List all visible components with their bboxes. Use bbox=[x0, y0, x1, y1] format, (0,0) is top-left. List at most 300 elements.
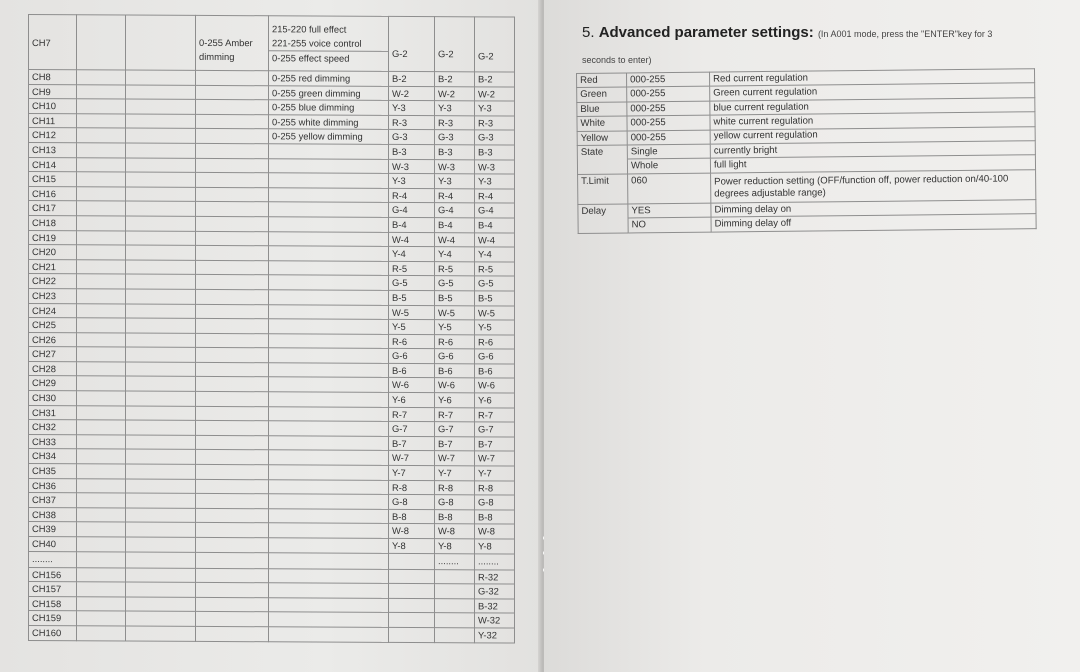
group-cell: R-7 bbox=[435, 407, 475, 422]
effect-line-3: 0-255 effect speed bbox=[269, 50, 388, 66]
empty-cell bbox=[196, 318, 269, 333]
group-cell: W-8 bbox=[389, 524, 435, 539]
empty-cell bbox=[126, 333, 196, 348]
empty-cell bbox=[77, 245, 126, 260]
empty-cell bbox=[126, 552, 196, 568]
empty-cell bbox=[77, 187, 126, 202]
group-cell: B-8 bbox=[475, 510, 515, 525]
empty-cell bbox=[196, 568, 269, 583]
group-cell: Y-4 bbox=[475, 247, 515, 262]
group-cell: G-3 bbox=[475, 130, 515, 145]
empty-cell bbox=[196, 391, 269, 406]
desc-cell: blue current regulation bbox=[710, 98, 1035, 116]
group-cell: G-8 bbox=[389, 495, 435, 510]
group-cell: W-32 bbox=[475, 613, 515, 628]
empty-cell bbox=[126, 611, 196, 626]
group-cell: B-5 bbox=[389, 290, 435, 305]
empty-cell bbox=[126, 245, 196, 260]
group-cell: B-4 bbox=[389, 217, 435, 232]
empty-cell bbox=[126, 376, 196, 391]
group-cell: Y-3 bbox=[435, 101, 475, 116]
desc-cell bbox=[269, 231, 389, 246]
desc-cell: Dimming delay off bbox=[711, 214, 1036, 232]
empty-cell bbox=[77, 201, 126, 216]
desc-cell bbox=[269, 627, 389, 642]
section-number: 5. bbox=[582, 24, 595, 41]
empty-cell bbox=[77, 449, 126, 464]
group-cell: Y-4 bbox=[435, 247, 475, 262]
empty-cell bbox=[196, 523, 269, 538]
ch-cell: CH19 bbox=[29, 230, 77, 245]
group-cell: B-2 bbox=[475, 72, 515, 87]
empty-cell bbox=[126, 464, 196, 479]
empty-cell bbox=[196, 597, 269, 612]
desc-cell: 0-255 yellow dimming bbox=[269, 129, 389, 144]
empty-cell bbox=[196, 552, 269, 568]
empty-cell bbox=[126, 289, 196, 304]
desc-cell: 0-255 white dimming bbox=[269, 115, 389, 130]
group-cell: Y-8 bbox=[475, 539, 515, 554]
desc-cell bbox=[269, 479, 389, 494]
empty-cell bbox=[196, 143, 269, 158]
group-cell: Y-6 bbox=[435, 393, 475, 408]
empty-cell bbox=[196, 435, 269, 450]
group-cell: B-3 bbox=[389, 144, 435, 159]
empty-cell bbox=[126, 537, 196, 552]
ch-cell: CH21 bbox=[29, 259, 77, 274]
group-cell: W-2 bbox=[389, 86, 435, 101]
desc-cell bbox=[269, 188, 389, 203]
group-cell: W-7 bbox=[435, 451, 475, 466]
empty-cell bbox=[196, 583, 269, 598]
group-cell: W-8 bbox=[475, 524, 515, 539]
empty-cell bbox=[196, 187, 269, 202]
ch-cell: CH11 bbox=[29, 113, 77, 128]
group-cell: G-32 bbox=[475, 584, 515, 599]
empty-cell bbox=[126, 231, 196, 246]
group-cell: G-4 bbox=[435, 203, 475, 218]
param-cell-empty bbox=[577, 159, 627, 174]
desc-cell: 0-255 blue dimming bbox=[269, 100, 389, 115]
ch-cell: CH26 bbox=[29, 332, 77, 347]
ch-cell: CH34 bbox=[29, 449, 77, 464]
group-cell: R-8 bbox=[435, 480, 475, 495]
empty-cell bbox=[196, 479, 269, 494]
empty-cell bbox=[196, 246, 269, 261]
empty-cell bbox=[126, 143, 196, 158]
empty-cell bbox=[77, 303, 126, 318]
value-cell: 060 bbox=[628, 173, 711, 204]
empty-cell bbox=[196, 304, 269, 319]
desc-cell bbox=[269, 568, 389, 583]
desc-cell bbox=[269, 450, 389, 465]
group-cell: Y-7 bbox=[475, 466, 515, 481]
empty-cell bbox=[196, 70, 269, 85]
empty-cell bbox=[196, 173, 269, 188]
desc-cell: 0-255 green dimming bbox=[269, 85, 389, 100]
desc-cell bbox=[269, 598, 389, 613]
group-cell: R-7 bbox=[475, 407, 515, 422]
empty-cell bbox=[126, 522, 196, 537]
group-cell: B-8 bbox=[389, 509, 435, 524]
group-cell: B-3 bbox=[435, 145, 475, 160]
empty-cell bbox=[77, 597, 126, 612]
ch-cell: CH38 bbox=[29, 507, 77, 522]
advanced-parameter-table bbox=[576, 68, 1037, 233]
empty-cell bbox=[77, 216, 126, 231]
ch-cell: CH157 bbox=[29, 582, 77, 597]
value-cell: 000-255 bbox=[627, 130, 710, 145]
empty-cell bbox=[196, 114, 269, 129]
desc-cell: 0-255 red dimming bbox=[269, 71, 389, 86]
group-cell: Y-3 bbox=[435, 174, 475, 189]
value-cell: NO bbox=[628, 217, 711, 232]
ch-cell: CH10 bbox=[29, 99, 77, 114]
empty-cell bbox=[126, 304, 196, 319]
group-cell: R-6 bbox=[435, 334, 475, 349]
ch-cell: CH28 bbox=[29, 361, 77, 376]
desc-cell bbox=[269, 348, 389, 363]
group-cell: R-6 bbox=[389, 334, 435, 349]
section-note-continued: seconds to enter) bbox=[582, 55, 652, 65]
empty-cell bbox=[77, 478, 126, 493]
param-cell: Yellow bbox=[577, 131, 627, 146]
ch-cell: CH40 bbox=[29, 537, 77, 552]
desc-cell bbox=[269, 494, 389, 509]
empty-cell bbox=[77, 376, 126, 391]
group-cell: W-5 bbox=[435, 305, 475, 320]
empty-cell bbox=[77, 435, 126, 450]
empty-cell bbox=[77, 362, 126, 377]
desc-cell: currently bright bbox=[710, 141, 1035, 159]
ch-cell: CH16 bbox=[29, 186, 77, 201]
empty-cell bbox=[126, 274, 196, 289]
value-cell: Single bbox=[627, 144, 710, 159]
group-cell: W-2 bbox=[435, 86, 475, 101]
group-cell: W-3 bbox=[389, 159, 435, 174]
group-cell: B-32 bbox=[475, 599, 515, 614]
group-cell: W-4 bbox=[475, 232, 515, 247]
empty-cell bbox=[77, 464, 126, 479]
ch-cell: CH12 bbox=[29, 128, 77, 143]
ch-cell: CH29 bbox=[29, 376, 77, 391]
group-cell: G-6 bbox=[475, 349, 515, 364]
section-note: (In A001 mode, press the "ENTER"key for 3 bbox=[817, 29, 993, 39]
ch-cell: CH31 bbox=[29, 405, 77, 420]
group-cell: R-3 bbox=[475, 116, 515, 131]
group-cell: W-5 bbox=[389, 305, 435, 320]
empty-cell bbox=[126, 626, 196, 641]
group-cell bbox=[435, 628, 475, 643]
empty-cell bbox=[77, 157, 126, 172]
group-cell: R-7 bbox=[389, 407, 435, 422]
group-cell bbox=[435, 569, 475, 584]
empty-cell bbox=[196, 464, 269, 479]
group-cell: Y-6 bbox=[389, 392, 435, 407]
empty-cell bbox=[126, 493, 196, 508]
param-cell: Green bbox=[577, 87, 627, 102]
empty-cell bbox=[126, 582, 196, 597]
empty-cell bbox=[196, 85, 269, 100]
group-cell: W-3 bbox=[435, 159, 475, 174]
empty-cell bbox=[196, 348, 269, 363]
ch-cell: CH22 bbox=[29, 274, 77, 289]
ch-cell: CH156 bbox=[29, 567, 77, 582]
group-cell: Y-32 bbox=[475, 628, 515, 643]
desc-cell: Power reduction setting (OFF/function off, power reduction on/40-100 degrees adjustable range) bbox=[711, 170, 1036, 203]
ch-cell: CH13 bbox=[29, 142, 77, 157]
empty-cell bbox=[126, 15, 196, 70]
group-cell: B-4 bbox=[475, 218, 515, 233]
empty-cell bbox=[126, 85, 196, 100]
param-cell: Delay bbox=[578, 204, 628, 219]
group-cell: W-3 bbox=[475, 159, 515, 174]
ch-cell: CH158 bbox=[29, 596, 77, 611]
amber-line-2: dimming bbox=[199, 50, 235, 63]
empty-cell bbox=[77, 522, 126, 537]
group-cell: W-6 bbox=[435, 378, 475, 393]
empty-cell bbox=[196, 202, 269, 217]
desc-cell bbox=[269, 304, 389, 319]
desc-cell bbox=[269, 290, 389, 305]
group-cell: B-7 bbox=[475, 437, 515, 452]
group-cell: R-4 bbox=[389, 188, 435, 203]
empty-cell bbox=[77, 551, 126, 567]
group-cell: R-5 bbox=[389, 261, 435, 276]
empty-cell bbox=[126, 187, 196, 202]
section-title: Advanced parameter settings: bbox=[598, 24, 814, 41]
ch-cell: CH27 bbox=[29, 347, 77, 362]
group-cell: G-7 bbox=[389, 422, 435, 437]
empty-cell bbox=[77, 493, 126, 508]
empty-cell bbox=[126, 318, 196, 333]
empty-cell bbox=[126, 70, 196, 85]
empty-cell bbox=[77, 15, 126, 70]
table-row bbox=[29, 625, 515, 642]
desc-cell: full light bbox=[710, 155, 1035, 173]
value-cell: 000-255 bbox=[627, 101, 710, 116]
desc-cell: white current regulation bbox=[710, 112, 1035, 130]
group-cell: G-5 bbox=[435, 276, 475, 291]
empty-cell bbox=[77, 128, 126, 143]
value-cell: YES bbox=[628, 203, 711, 218]
empty-cell bbox=[126, 391, 196, 406]
group-cell: Y-3 bbox=[475, 174, 515, 189]
ch-cell: CH39 bbox=[29, 522, 77, 537]
group-cell bbox=[389, 553, 435, 569]
empty-cell bbox=[196, 158, 269, 173]
param-cell: White bbox=[577, 116, 627, 131]
group-cell: G-2 bbox=[475, 17, 515, 72]
desc-cell bbox=[269, 465, 389, 480]
empty-cell bbox=[126, 420, 196, 435]
empty-cell bbox=[196, 494, 269, 509]
value-cell: 000-255 bbox=[627, 87, 710, 102]
group-cell: W-5 bbox=[475, 305, 515, 320]
group-cell bbox=[389, 627, 435, 642]
param-cell-empty bbox=[578, 218, 628, 233]
group-cell: G-6 bbox=[389, 349, 435, 364]
desc-cell bbox=[269, 158, 389, 173]
empty-cell bbox=[126, 568, 196, 583]
empty-cell bbox=[196, 100, 269, 115]
group-cell bbox=[389, 598, 435, 613]
group-cell: B-7 bbox=[389, 436, 435, 451]
desc-cell: yellow current regulation bbox=[710, 126, 1035, 144]
empty-cell bbox=[77, 70, 126, 85]
ch-cell: CH23 bbox=[29, 288, 77, 303]
empty-cell bbox=[196, 406, 269, 421]
group-cell bbox=[389, 569, 435, 584]
group-cell: G-5 bbox=[475, 276, 515, 291]
empty-cell bbox=[77, 84, 126, 99]
empty-cell bbox=[126, 158, 196, 173]
group-cell: R-3 bbox=[435, 115, 475, 130]
group-cell: R-4 bbox=[475, 189, 515, 204]
group-cell bbox=[435, 598, 475, 613]
ch-cell: CH15 bbox=[29, 172, 77, 187]
empty-cell bbox=[196, 537, 269, 552]
empty-cell bbox=[77, 420, 126, 435]
group-cell: ........ bbox=[435, 553, 475, 569]
empty-cell bbox=[77, 508, 126, 523]
desc-cell bbox=[269, 538, 389, 553]
desc-cell: Red current regulation bbox=[709, 69, 1034, 87]
desc-cell bbox=[269, 377, 389, 392]
group-cell: Y-5 bbox=[435, 320, 475, 335]
empty-cell bbox=[77, 143, 126, 158]
empty-cell bbox=[196, 626, 269, 641]
group-cell: Y-7 bbox=[389, 465, 435, 480]
group-cell: B-6 bbox=[389, 363, 435, 378]
empty-cell bbox=[77, 347, 126, 362]
group-cell: Y-8 bbox=[389, 538, 435, 553]
empty-cell bbox=[77, 537, 126, 552]
empty-cell bbox=[196, 275, 269, 290]
group-cell: G-4 bbox=[389, 203, 435, 218]
ch-cell: CH24 bbox=[29, 303, 77, 318]
group-cell: W-7 bbox=[475, 451, 515, 466]
empty-cell bbox=[77, 626, 126, 641]
ch-cell: CH9 bbox=[29, 84, 77, 99]
empty-cell bbox=[77, 114, 126, 129]
empty-cell bbox=[126, 449, 196, 464]
group-cell bbox=[435, 613, 475, 628]
group-cell: B-5 bbox=[475, 291, 515, 306]
group-cell: B-6 bbox=[435, 364, 475, 379]
empty-cell bbox=[126, 172, 196, 187]
empty-cell bbox=[196, 260, 269, 275]
param-cell: State bbox=[577, 145, 627, 160]
empty-cell bbox=[196, 216, 269, 231]
empty-cell bbox=[126, 347, 196, 362]
ch-cell: CH20 bbox=[29, 245, 77, 260]
empty-cell bbox=[77, 318, 126, 333]
group-cell: G-2 bbox=[389, 16, 435, 71]
group-cell: B-7 bbox=[435, 436, 475, 451]
group-cell: W-7 bbox=[389, 451, 435, 466]
ch-cell: ........ bbox=[29, 551, 77, 567]
empty-cell bbox=[77, 391, 126, 406]
group-cell: G-4 bbox=[475, 203, 515, 218]
ch-cell: CH25 bbox=[29, 318, 77, 333]
desc-cell bbox=[269, 523, 389, 538]
empty-cell bbox=[77, 567, 126, 582]
empty-cell bbox=[126, 260, 196, 275]
param-cell: Red bbox=[577, 73, 627, 88]
table-row-ch7 bbox=[29, 15, 515, 73]
ch-cell: CH37 bbox=[29, 493, 77, 508]
desc-cell bbox=[269, 217, 389, 232]
ch-cell: CH35 bbox=[29, 464, 77, 479]
param-cell: T.Limit bbox=[578, 174, 628, 205]
empty-cell bbox=[196, 289, 269, 304]
empty-cell bbox=[196, 612, 269, 627]
ch-cell: CH33 bbox=[29, 434, 77, 449]
desc-cell bbox=[269, 260, 389, 275]
empty-cell bbox=[196, 362, 269, 377]
group-cell: B-6 bbox=[475, 364, 515, 379]
empty-cell bbox=[77, 274, 126, 289]
desc-cell bbox=[269, 406, 389, 421]
group-cell bbox=[389, 613, 435, 628]
group-cell: Y-3 bbox=[389, 174, 435, 189]
group-cell: G-3 bbox=[435, 130, 475, 145]
empty-cell bbox=[77, 230, 126, 245]
group-cell: G-2 bbox=[435, 17, 475, 72]
desc-cell bbox=[269, 319, 389, 334]
group-cell: Y-4 bbox=[389, 247, 435, 262]
group-cell bbox=[435, 584, 475, 599]
empty-cell bbox=[196, 450, 269, 465]
desc-cell bbox=[269, 612, 389, 627]
empty-cell bbox=[126, 435, 196, 450]
amber-line-1: 0-255 Amber bbox=[199, 36, 253, 49]
empty-cell bbox=[77, 611, 126, 626]
empty-cell bbox=[126, 128, 196, 143]
empty-cell bbox=[77, 172, 126, 187]
group-cell: Y-8 bbox=[435, 539, 475, 554]
group-cell: Y-3 bbox=[475, 101, 515, 116]
group-cell: Y-6 bbox=[475, 393, 515, 408]
group-cell: R-3 bbox=[389, 115, 435, 130]
ch-cell: CH8 bbox=[29, 70, 77, 85]
empty-cell bbox=[126, 479, 196, 494]
ch-cell: CH7 bbox=[29, 15, 77, 70]
ch-cell: CH14 bbox=[29, 157, 77, 172]
empty-cell bbox=[126, 406, 196, 421]
group-cell: Y-3 bbox=[389, 101, 435, 116]
value-cell: Whole bbox=[627, 159, 710, 174]
group-cell: R-4 bbox=[435, 188, 475, 203]
desc-cell bbox=[269, 421, 389, 436]
empty-cell bbox=[196, 421, 269, 436]
group-cell: Y-7 bbox=[435, 466, 475, 481]
group-cell: R-5 bbox=[475, 262, 515, 277]
desc-cell: Green current regulation bbox=[710, 83, 1035, 101]
ch-cell: CH159 bbox=[29, 611, 77, 626]
desc-cell bbox=[269, 583, 389, 598]
group-cell: B-2 bbox=[389, 71, 435, 86]
group-cell: R-8 bbox=[475, 480, 515, 495]
group-cell: G-6 bbox=[435, 349, 475, 364]
desc-cell bbox=[269, 363, 389, 378]
empty-cell bbox=[196, 129, 269, 144]
group-cell: R-8 bbox=[389, 480, 435, 495]
ch-cell: CH18 bbox=[29, 215, 77, 230]
desc-cell bbox=[269, 392, 389, 407]
desc-cell bbox=[269, 202, 389, 217]
